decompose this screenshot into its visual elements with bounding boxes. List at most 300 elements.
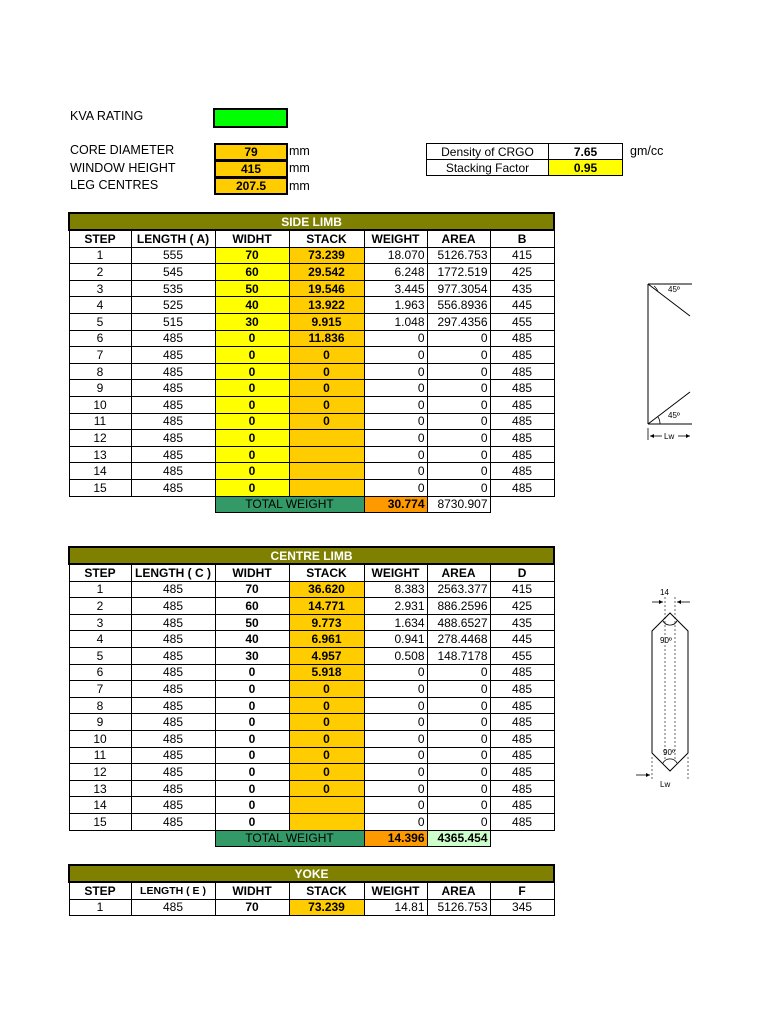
centre-limb-cell[interactable]: 70 [215, 581, 289, 598]
side-limb-cell[interactable]: 0 [215, 363, 289, 380]
side-limb-cell[interactable]: 11.836 [289, 330, 364, 347]
centre-limb-row [69, 681, 554, 698]
side-total-weight: 30.774 [364, 496, 427, 513]
side-limb-cell: 0 [364, 463, 427, 480]
side-limb-cell: 7 [69, 347, 131, 364]
side-limb-cell: 0 [364, 330, 427, 347]
side-limb-cell: 0 [364, 363, 427, 380]
side-limb-cell: 0 [427, 413, 490, 430]
side-limb-cell[interactable]: 0 [215, 330, 289, 347]
side-limb-cell: 10 [69, 396, 131, 413]
centre-limb-cell: 455 [490, 647, 554, 664]
centre-limb-cell[interactable] [289, 813, 364, 830]
centre-limb-cell: 2563.377 [427, 581, 490, 598]
side-limb-cell: 0 [427, 446, 490, 463]
centre-limb-cell: 485 [131, 647, 215, 664]
side-width-label: Lw [664, 432, 675, 441]
side-limb-header-6: B [490, 230, 554, 247]
side-limb-cell: 0 [427, 430, 490, 447]
centre-limb-cell: 7 [69, 681, 131, 698]
centre-limb-cell: 13 [69, 780, 131, 797]
side-limb-cell[interactable]: 73.239 [289, 247, 364, 264]
centre-limb-cell: 485 [131, 730, 215, 747]
centre-limb-cell[interactable]: 9.773 [289, 614, 364, 631]
centre-width-label: Lw [660, 780, 671, 789]
centre-total-weight: 14.396 [364, 830, 427, 847]
centre-limb-cell[interactable]: 0 [289, 697, 364, 714]
centre-limb-cell: 0 [364, 764, 427, 781]
side-limb-cell: 425 [490, 264, 554, 281]
centre-total-area: 4365.454 [427, 830, 490, 847]
centre-limb-cell: 485 [131, 813, 215, 830]
yoke-header-5: AREA [427, 882, 490, 899]
side-limb-cell: 485 [131, 479, 215, 496]
centre-limb-cell: 0 [364, 747, 427, 764]
centre-limb-cell: 485 [490, 780, 554, 797]
side-limb-cell: 1.048 [364, 313, 427, 330]
side-limb-cell: 485 [131, 330, 215, 347]
centre-limb-cell[interactable]: 0 [289, 747, 364, 764]
centre-limb-header-1: LENGTH ( C ) [131, 564, 215, 581]
side-limb-row [69, 280, 554, 297]
centre-limb-cell: 485 [490, 813, 554, 830]
side-limb-row [69, 479, 554, 496]
centre-limb-cell: 485 [131, 797, 215, 814]
side-limb-cell: 485 [131, 363, 215, 380]
centre-limb-cell[interactable]: 0 [215, 780, 289, 797]
side-limb-cell: 3 [69, 280, 131, 297]
centre-limb-cell: 1 [69, 581, 131, 598]
side-limb-row [69, 347, 554, 364]
window-height-label: WINDOW HEIGHT [70, 161, 176, 175]
centre-limb-lamination-diagram [632, 585, 698, 795]
side-limb-cell: 515 [131, 313, 215, 330]
centre-limb-cell: 0 [427, 730, 490, 747]
side-limb-cell: 0 [364, 347, 427, 364]
centre-limb-cell[interactable]: 0 [289, 764, 364, 781]
side-limb-row [69, 463, 554, 480]
side-limb-row [69, 247, 554, 264]
centre-limb-row [69, 647, 554, 664]
yoke-cell: 5126.753 [427, 899, 490, 916]
centre-limb-cell: 8.383 [364, 581, 427, 598]
centre-limb-row [69, 581, 554, 598]
centre-limb-cell[interactable]: 0 [215, 697, 289, 714]
centre-limb-cell: 485 [131, 697, 215, 714]
centre-limb-cell: 485 [131, 631, 215, 648]
side-limb-row [69, 446, 554, 463]
yoke-title: YOKE [69, 865, 554, 882]
centre-limb-header-6: D [490, 564, 554, 581]
centre-limb-cell: 485 [131, 681, 215, 698]
side-limb-cell: 485 [490, 330, 554, 347]
side-limb-cell: 445 [490, 297, 554, 314]
side-limb-cell: 485 [131, 446, 215, 463]
side-limb-title: SIDE LIMB [69, 213, 554, 230]
side-limb-cell: 11 [69, 413, 131, 430]
centre-limb-cell: 485 [131, 747, 215, 764]
side-limb-row [69, 330, 554, 347]
side-limb-cell: 555 [131, 247, 215, 264]
centre-limb-cell: 485 [131, 764, 215, 781]
centre-limb-cell: 485 [131, 581, 215, 598]
density-unit: gm/cc [630, 144, 664, 158]
centre-limb-cell: 0 [364, 681, 427, 698]
centre-limb-cell: 425 [490, 598, 554, 615]
side-limb-cell: 297.4356 [427, 313, 490, 330]
side-limb-cell: 556.8936 [427, 297, 490, 314]
centre-limb-cell[interactable]: 0 [215, 747, 289, 764]
yoke-cell: 14.81 [364, 899, 427, 916]
centre-limb-cell[interactable]: 0 [215, 714, 289, 731]
centre-limb-row [69, 730, 554, 747]
yoke-cell: 345 [490, 899, 554, 916]
side-limb-cell: 0 [364, 479, 427, 496]
leg-centres-unit: mm [289, 179, 310, 193]
centre-limb-cell: 485 [131, 714, 215, 731]
yoke-header-0: STEP [69, 882, 131, 899]
centre-top-dim: 14 [660, 588, 669, 597]
centre-limb-cell: 485 [131, 780, 215, 797]
side-limb-header-3: STACK [289, 230, 364, 247]
side-limb-cell: 0 [427, 330, 490, 347]
centre-limb-cell: 0 [427, 681, 490, 698]
side-limb-cell: 1.963 [364, 297, 427, 314]
centre-limb-cell: 0 [427, 664, 490, 681]
centre-limb-row [69, 813, 554, 830]
side-limb-cell: 485 [490, 363, 554, 380]
centre-limb-cell[interactable]: 0 [215, 664, 289, 681]
centre-limb-cell: 0.941 [364, 631, 427, 648]
centre-limb-cell: 0 [364, 730, 427, 747]
yoke-cell: 1 [69, 899, 131, 916]
yoke-cell[interactable]: 73.239 [289, 899, 364, 916]
side-limb-cell: 0 [427, 347, 490, 364]
side-limb-cell[interactable]: 0 [289, 380, 364, 397]
side-limb-row [69, 264, 554, 281]
centre-limb-cell[interactable]: 6.961 [289, 631, 364, 648]
side-limb-cell: 13 [69, 446, 131, 463]
yoke-cell: 485 [131, 899, 215, 916]
centre-limb-cell[interactable]: 14.771 [289, 598, 364, 615]
side-limb-cell[interactable]: 0 [289, 413, 364, 430]
side-limb-cell: 485 [131, 380, 215, 397]
side-limb-cell: 14 [69, 463, 131, 480]
centre-limb-row [69, 714, 554, 731]
side-limb-cell[interactable]: 0 [215, 347, 289, 364]
centre-limb-cell: 0 [364, 697, 427, 714]
side-limb-header-0: STEP [69, 230, 131, 247]
centre-limb-cell: 0 [427, 747, 490, 764]
side-total-area: 8730.907 [427, 496, 490, 513]
side-limb-cell: 525 [131, 297, 215, 314]
side-limb-cell: 0 [364, 446, 427, 463]
core-diameter-field[interactable]: 79 [214, 143, 288, 161]
side-limb-header-5: AREA [427, 230, 490, 247]
centre-limb-cell: 485 [490, 764, 554, 781]
centre-limb-cell[interactable]: 0 [215, 681, 289, 698]
centre-limb-cell: 0 [364, 714, 427, 731]
centre-limb-header-5: AREA [427, 564, 490, 581]
leg-centres-label: LEG CENTRES [70, 178, 159, 192]
centre-limb-cell[interactable]: 0 [289, 714, 364, 731]
centre-limb-cell: 2 [69, 598, 131, 615]
side-limb-row [69, 430, 554, 447]
side-limb-header-4: WEIGHT [364, 230, 427, 247]
side-limb-cell: 12 [69, 430, 131, 447]
side-limb-cell[interactable]: 70 [215, 247, 289, 264]
centre-limb-header-2: WIDHT [215, 564, 289, 581]
centre-limb-cell[interactable]: 36.620 [289, 581, 364, 598]
yoke-header-4: WEIGHT [364, 882, 427, 899]
centre-limb-cell: 485 [490, 664, 554, 681]
centre-angle-top: 90º [660, 636, 672, 645]
side-limb-cell[interactable]: 0 [215, 413, 289, 430]
centre-limb-cell: 0 [427, 697, 490, 714]
side-limb-cell[interactable]: 0 [215, 479, 289, 496]
side-limb-header-2: WIDHT [215, 230, 289, 247]
side-limb-cell[interactable]: 0 [215, 463, 289, 480]
side-limb-table [68, 212, 555, 513]
side-limb-cell: 1772.519 [427, 264, 490, 281]
side-limb-cell: 485 [490, 479, 554, 496]
side-limb-cell: 485 [490, 413, 554, 430]
stacking-factor-label: Stacking Factor [427, 160, 549, 176]
side-limb-cell[interactable] [289, 446, 364, 463]
side-limb-cell: 3.445 [364, 280, 427, 297]
side-limb-cell: 6 [69, 330, 131, 347]
centre-angle-bottom: 90º [663, 748, 675, 757]
side-limb-cell: 977.3054 [427, 280, 490, 297]
centre-limb-cell: 3 [69, 614, 131, 631]
side-limb-cell: 18.070 [364, 247, 427, 264]
centre-limb-cell: 886.2596 [427, 598, 490, 615]
centre-limb-cell: 0 [427, 714, 490, 731]
centre-total-label: TOTAL WEIGHT [215, 830, 364, 847]
side-limb-cell: 535 [131, 280, 215, 297]
centre-limb-cell[interactable]: 60 [215, 598, 289, 615]
kva-rating-field[interactable] [213, 108, 288, 128]
centre-limb-cell: 0 [364, 813, 427, 830]
centre-limb-row [69, 664, 554, 681]
side-limb-row [69, 297, 554, 314]
side-limb-cell: 5 [69, 313, 131, 330]
centre-limb-cell[interactable]: 30 [215, 647, 289, 664]
density-value[interactable]: 7.65 [549, 144, 623, 160]
side-limb-cell: 455 [490, 313, 554, 330]
centre-limb-cell: 5 [69, 647, 131, 664]
centre-limb-cell: 8 [69, 697, 131, 714]
centre-limb-cell[interactable]: 50 [215, 614, 289, 631]
yoke-header-1: LENGTH ( E ) [131, 882, 215, 899]
side-limb-cell: 0 [427, 479, 490, 496]
window-height-field[interactable]: 415 [214, 160, 288, 178]
side-limb-row [69, 363, 554, 380]
side-limb-cell: 485 [131, 347, 215, 364]
centre-limb-cell: 4 [69, 631, 131, 648]
centre-limb-cell[interactable] [289, 797, 364, 814]
side-limb-cell[interactable]: 0 [215, 396, 289, 413]
centre-limb-cell: 0 [427, 797, 490, 814]
side-limb-row [69, 396, 554, 413]
stacking-factor-value[interactable]: 0.95 [549, 160, 623, 176]
leg-centres-field[interactable]: 207.5 [214, 177, 288, 195]
centre-limb-cell: 0 [427, 813, 490, 830]
yoke-cell[interactable]: 70 [215, 899, 289, 916]
centre-limb-cell: 2.931 [364, 598, 427, 615]
centre-limb-cell[interactable]: 0 [289, 730, 364, 747]
centre-limb-cell: 485 [131, 598, 215, 615]
side-limb-cell: 15 [69, 479, 131, 496]
side-limb-cell[interactable]: 0 [215, 430, 289, 447]
centre-limb-cell: 12 [69, 764, 131, 781]
centre-limb-title: CENTRE LIMB [69, 547, 554, 564]
centre-limb-cell: 485 [490, 730, 554, 747]
side-limb-cell: 485 [490, 347, 554, 364]
centre-limb-row [69, 697, 554, 714]
centre-limb-cell: 485 [490, 797, 554, 814]
side-limb-row [69, 313, 554, 330]
side-limb-cell[interactable]: 30 [215, 313, 289, 330]
core-diameter-label: CORE DIAMETER [70, 143, 175, 157]
centre-limb-cell: 0 [427, 764, 490, 781]
centre-limb-header-0: STEP [69, 564, 131, 581]
centre-limb-cell: 14 [69, 797, 131, 814]
side-angle-bottom: 45º [668, 411, 680, 420]
side-limb-cell: 1 [69, 247, 131, 264]
side-limb-cell: 485 [131, 463, 215, 480]
side-limb-cell: 415 [490, 247, 554, 264]
density-label: Density of CRGO [427, 144, 549, 160]
centre-limb-cell: 10 [69, 730, 131, 747]
side-limb-cell: 485 [490, 446, 554, 463]
side-limb-cell[interactable]: 19.546 [289, 280, 364, 297]
centre-limb-cell: 415 [490, 581, 554, 598]
side-limb-cell: 0 [364, 380, 427, 397]
side-limb-row [69, 413, 554, 430]
centre-limb-cell[interactable]: 0 [289, 681, 364, 698]
side-limb-cell[interactable]: 29.542 [289, 264, 364, 281]
side-limb-cell: 485 [490, 463, 554, 480]
centre-limb-cell[interactable]: 0 [215, 730, 289, 747]
centre-limb-row [69, 614, 554, 631]
centre-limb-cell: 485 [490, 697, 554, 714]
side-limb-cell: 4 [69, 297, 131, 314]
side-limb-cell[interactable]: 0 [215, 446, 289, 463]
centre-limb-cell: 1.634 [364, 614, 427, 631]
centre-limb-cell[interactable]: 0 [215, 797, 289, 814]
side-limb-cell: 0 [427, 380, 490, 397]
side-limb-cell[interactable] [289, 430, 364, 447]
centre-limb-cell: 0 [364, 664, 427, 681]
side-limb-cell[interactable]: 0 [289, 347, 364, 364]
side-limb-cell: 2 [69, 264, 131, 281]
side-limb-header-1: LENGTH ( A) [131, 230, 215, 247]
centre-limb-row [69, 797, 554, 814]
side-limb-cell: 485 [490, 380, 554, 397]
centre-limb-cell[interactable]: 0 [215, 813, 289, 830]
side-limb-cell[interactable]: 13.922 [289, 297, 364, 314]
centre-limb-row [69, 764, 554, 781]
centre-limb-header-3: STACK [289, 564, 364, 581]
centre-limb-cell: 485 [131, 664, 215, 681]
centre-limb-cell: 6 [69, 664, 131, 681]
side-limb-cell: 5126.753 [427, 247, 490, 264]
side-limb-cell: 6.248 [364, 264, 427, 281]
yoke-header-3: STACK [289, 882, 364, 899]
side-limb-cell: 0 [427, 463, 490, 480]
side-limb-cell[interactable]: 0 [289, 396, 364, 413]
side-limb-cell: 485 [131, 430, 215, 447]
centre-limb-cell: 15 [69, 813, 131, 830]
centre-limb-cell: 485 [131, 614, 215, 631]
side-limb-cell: 485 [490, 396, 554, 413]
yoke-header-2: WIDHT [215, 882, 289, 899]
centre-limb-cell: 0 [364, 780, 427, 797]
side-limb-cell: 485 [131, 413, 215, 430]
kva-rating-label: KVA RATING [70, 109, 144, 123]
core-diameter-unit: mm [289, 144, 310, 158]
side-limb-cell[interactable] [289, 463, 364, 480]
centre-limb-cell[interactable]: 5.918 [289, 664, 364, 681]
side-limb-cell: 435 [490, 280, 554, 297]
centre-limb-table [68, 546, 555, 847]
centre-limb-cell[interactable]: 0 [215, 764, 289, 781]
centre-limb-cell: 9 [69, 714, 131, 731]
yoke-header-6: F [490, 882, 554, 899]
side-limb-cell: 0 [364, 430, 427, 447]
side-limb-cell[interactable]: 0 [289, 363, 364, 380]
side-limb-cell: 545 [131, 264, 215, 281]
side-limb-cell: 8 [69, 363, 131, 380]
yoke-table [68, 864, 555, 916]
side-limb-cell: 0 [427, 396, 490, 413]
side-limb-cell: 0 [364, 413, 427, 430]
centre-limb-cell[interactable]: 40 [215, 631, 289, 648]
centre-limb-cell: 485 [490, 714, 554, 731]
window-height-unit: mm [289, 161, 310, 175]
side-limb-cell[interactable]: 9.915 [289, 313, 364, 330]
centre-limb-cell[interactable]: 0 [289, 780, 364, 797]
centre-limb-row [69, 747, 554, 764]
centre-limb-cell: 0 [427, 780, 490, 797]
yoke-row [69, 899, 554, 916]
centre-limb-cell: 0 [364, 797, 427, 814]
side-limb-cell[interactable]: 40 [215, 297, 289, 314]
centre-limb-cell: 0.508 [364, 647, 427, 664]
side-limb-cell: 485 [131, 396, 215, 413]
side-limb-cell[interactable]: 60 [215, 264, 289, 281]
side-limb-cell: 0 [427, 363, 490, 380]
side-limb-cell: 485 [490, 430, 554, 447]
centre-limb-cell: 435 [490, 614, 554, 631]
centre-limb-cell: 11 [69, 747, 131, 764]
side-limb-lamination-diagram [640, 280, 700, 445]
centre-limb-cell: 445 [490, 631, 554, 648]
side-limb-row [69, 380, 554, 397]
centre-limb-cell: 488.6527 [427, 614, 490, 631]
centre-limb-cell: 278.4468 [427, 631, 490, 648]
side-angle-top: 45º [668, 285, 680, 294]
centre-limb-row [69, 780, 554, 797]
centre-limb-header-4: WEIGHT [364, 564, 427, 581]
side-limb-cell[interactable]: 50 [215, 280, 289, 297]
side-limb-cell[interactable]: 0 [215, 380, 289, 397]
centre-limb-cell: 485 [490, 681, 554, 698]
centre-limb-cell[interactable]: 4.957 [289, 647, 364, 664]
side-limb-cell[interactable] [289, 479, 364, 496]
centre-limb-cell: 148.7178 [427, 647, 490, 664]
